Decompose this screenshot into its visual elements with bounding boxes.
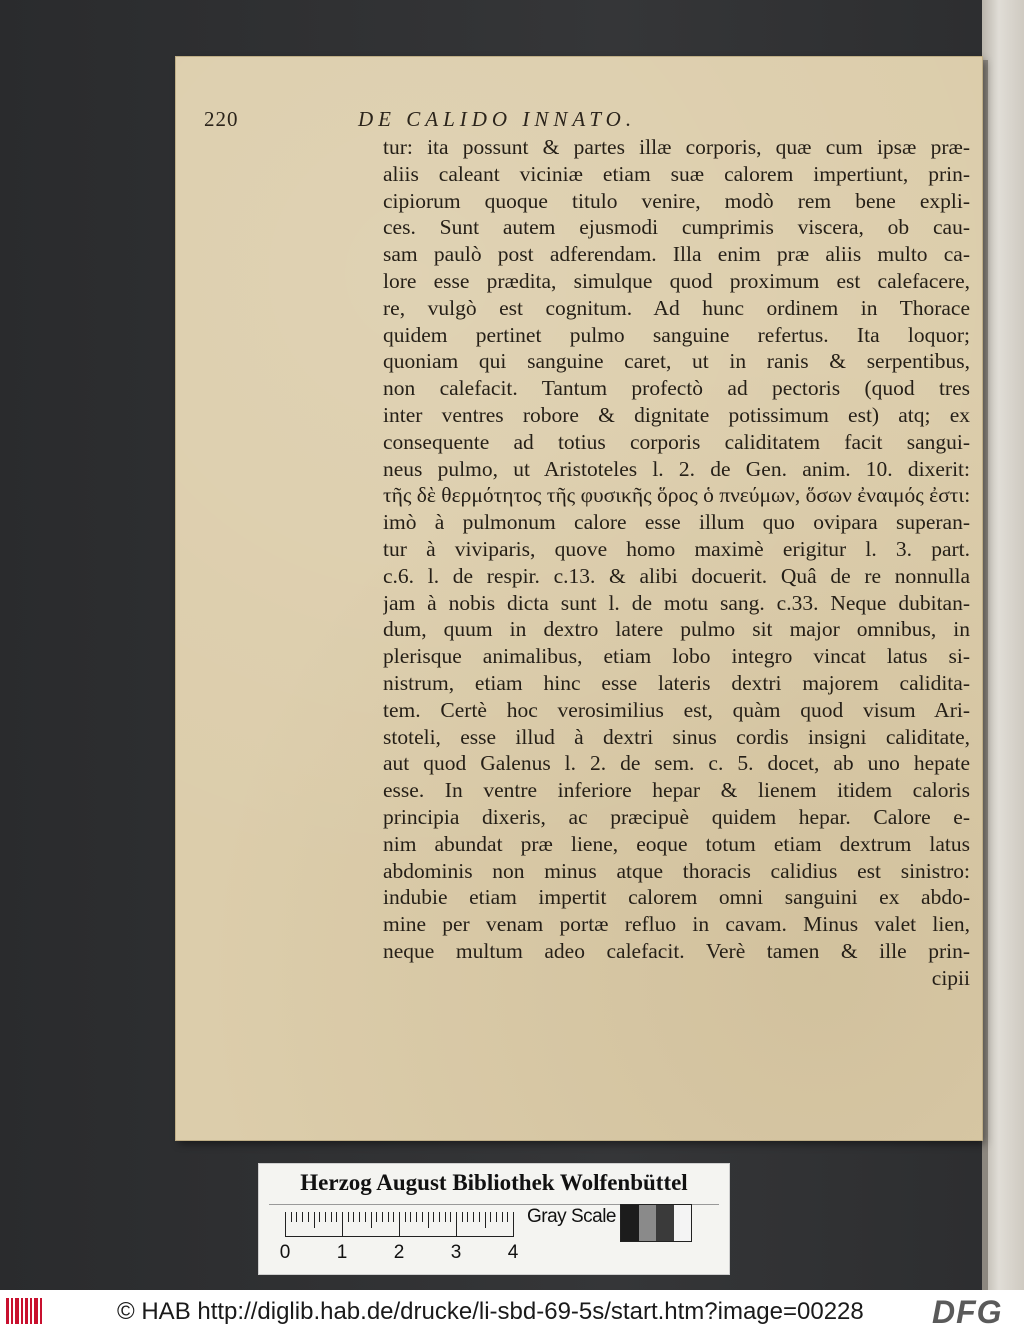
ruler-tick [365,1212,366,1222]
text-line: inter ventres robore & dignitate potissimum est) atq; ex [383,402,970,427]
text-line: tur: ita possunt & partes illæ corporis, quæ cum ipsæ præ- [383,135,970,159]
text-line: c.6. l. de respir. c.13. & alibi docuerit. Quâ de re nonnulla [383,563,970,588]
measurement-ruler [285,1212,515,1238]
ruler-tick [331,1212,332,1222]
ruler-tick [422,1212,423,1222]
ruler-number: 0 [279,1242,291,1263]
text-line: indubie etiam impertit calorem omni sanguini ex abdo- [383,885,970,910]
text-line: tem. Certè hoc verosimilius est, quàm quod visum Ari- [383,697,970,722]
ruler-tick [490,1212,491,1222]
text-line: plerisque animalibus, etiam lobo integro vincat latus si- [383,644,970,669]
text-line: non calefacit. Tantum profectò ad pectoris (quod tres [383,376,970,401]
viewer-footer [0,1290,1024,1334]
ruler-tick [410,1212,411,1222]
adjacent-page-edge [982,0,1024,1290]
ruler-tick [342,1212,343,1236]
ruler-tick [302,1212,303,1222]
ruler-tick [456,1212,457,1236]
ruler-tick [439,1212,440,1222]
ruler-tick [416,1212,417,1222]
text-line: tur à viviparis, quove homo maximè erigitur l. 3. part. [383,536,970,561]
gray-swatch [621,1205,639,1241]
text-line: re, vulgò est cognitum. Ad hunc ordinem in Thorace [383,295,970,320]
dfg-logo: DFG [932,1294,1003,1330]
ruler-tick [399,1212,400,1236]
text-line: esse. In ventre inferiore hepar & lienem itidem caloris [383,778,970,803]
text-line: imò à pulmonum calore esse illum quo ovipara superan- [383,510,970,535]
text-line: cipiorum quoque titulo venire, modò rem bene expli- [383,188,970,213]
body-text [383,134,970,992]
ruler-tick [371,1212,372,1228]
ruler-tick [428,1212,429,1228]
hab-logo-icon [6,1298,46,1324]
ruler-tick [348,1212,349,1222]
ruler-tick [513,1212,514,1236]
ruler-tick [314,1212,315,1228]
text-line: sam paulò post adferendam. Illa enim præ aliis multo ca- [383,242,970,267]
page-edge-shadow [982,60,988,1290]
text-line: neus pulmo, ut Aristoteles l. 2. de Gen. anim. 10. dixerit: [383,456,970,481]
copyright-link[interactable]: © HAB http://diglib.hab.de/drucke/li-sbd-69-5s/start.htm?image=00228 [117,1298,864,1325]
gray-scale-label: Gray Scale [527,1206,616,1227]
text-line: nistrum, etiam hinc esse lateris dextri majorem calidita- [383,670,970,695]
text-line: ces. Sunt autem ejusmodi cumprimis viscera, ob cau- [383,215,970,240]
ruler-number: 1 [336,1242,348,1263]
text-line: cipii [931,965,970,990]
ruler-tick [405,1212,406,1222]
text-line: consequente ad totius corporis caliditatem facit sangui- [383,429,970,454]
ruler-tick [445,1212,446,1222]
gray-scale-swatches [620,1204,692,1242]
ruler-tick [496,1212,497,1222]
ruler-tick [359,1212,360,1222]
ruler-tick [336,1212,337,1222]
ruler-number: 2 [393,1242,405,1263]
text-line: nim abundat præ liene, eoque totum etiam dextrum latus [383,831,970,856]
page-header [204,107,844,133]
ruler-number: 4 [507,1242,519,1263]
ruler-tick [485,1212,486,1228]
text-line: mine per venam portæ refluo in cavam. Minus valet lien, [383,912,970,937]
gray-swatch [656,1205,674,1241]
ruler-tick [382,1212,383,1222]
text-line: abdominis non minus atque thoracis calidius est sinistro: [383,858,970,883]
ruler-baseline [285,1236,514,1237]
text-line: neque multum adeo calefacit. Verè tamen & ille prin- [383,938,970,963]
ruler-tick [296,1212,297,1222]
ruler-tick [353,1212,354,1222]
ruler-tick [325,1212,326,1222]
ruler-tick [388,1212,389,1222]
ruler-tick [393,1212,394,1222]
text-line: τῆς δὲ θερμότητος τῆς φυσικῆς ὅρος ὁ πνεύμων, ὅσων ἐναιμός ἐστι: [383,483,970,508]
text-line: stoteli, esse illud à dextri sinus cordis insigni caliditate, [383,724,970,749]
text-line: quidem pertinet pulmo sanguine refertus. Ita loquor; [383,322,970,347]
text-line: lore esse prædita, simulque quod proximum est calefacere, [383,268,970,293]
text-line: dum, quum in dextro latere pulmo sit major omnibus, in [383,617,970,642]
ruler-tick [319,1212,320,1222]
ruler-tick [479,1212,480,1222]
ruler-tick [376,1212,377,1222]
ruler-tick [502,1212,503,1222]
ruler-tick [462,1212,463,1222]
ruler-tick [291,1212,292,1222]
page-number: 220 [204,107,239,131]
text-line: principia dixeris, ac præcipuè quidem hepar. Calore e- [383,804,970,829]
text-line: quoniam qui sanguine caret, ut in ranis & serpentibus, [383,349,970,374]
library-color-card [258,1163,730,1275]
ruler-tick [433,1212,434,1222]
text-line: aliis caleant viciniæ etiam suæ calorem impertiunt, prin- [383,161,970,186]
ruler-tick [450,1212,451,1222]
gray-swatch [674,1205,692,1241]
text-line: jam à nobis dicta sunt l. de motu sang. c.33. Neque dubitan- [383,590,970,615]
ruler-tick [473,1212,474,1222]
library-name: Herzog August Bibliothek Wolfenbüttel [300,1170,688,1195]
ruler-tick [308,1212,309,1222]
ruler-tick [507,1212,508,1222]
gray-swatch [639,1205,657,1241]
ruler-tick [285,1212,286,1236]
ruler-number: 3 [450,1242,462,1263]
running-title: DE CALIDO INNATO. [358,107,637,131]
ruler-tick [467,1212,468,1222]
text-line: aut quod Galenus l. 2. de sem. c. 5. docet, ab uno hepate [383,751,970,776]
